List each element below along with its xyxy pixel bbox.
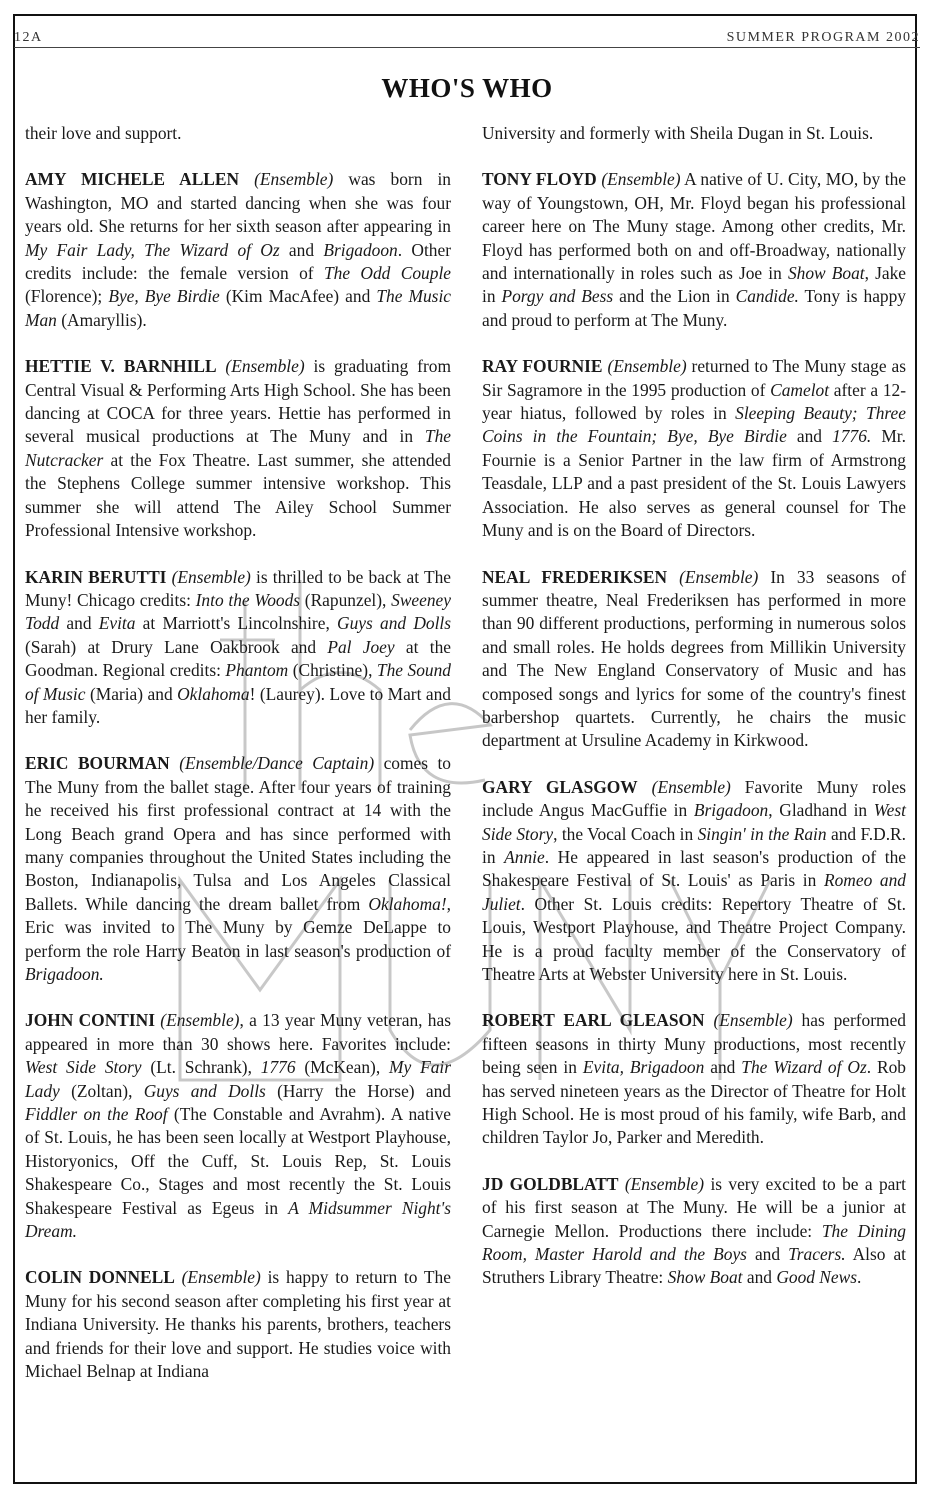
- production-title: Fiddler on the Roof: [25, 1104, 168, 1125]
- production-title: Annie: [504, 846, 545, 867]
- bio-text: , Jake in: [482, 263, 906, 307]
- bio-entry: [482, 168, 906, 332]
- bio-text: . Other St. Louis credits: Repertory Theatre of St. Louis, Westport Playhouse, and Theatre Project Company. He is a proud faculty member of the Conservatory of Theatre Arts at Webster University here in St. Louis.: [482, 893, 906, 984]
- bio-text: and the Lion in: [613, 286, 736, 307]
- bio-text: is graduating from Central Visual & Performing Arts High School. She has been dancing at COCA for three years. Hettie has performed in several musical productions at The Muny and in: [25, 356, 451, 447]
- bio-role: (Ensemble): [607, 356, 687, 377]
- bio-text: . Rob has served nineteen years as the Director of Theatre for Holt High School. He is most proud of his family, wife Barb, and children Taylor Jo, Parker and Meredith.: [482, 1057, 907, 1148]
- production-title: Guys and Dolls: [337, 613, 452, 634]
- bio-text: Also at Struthers Library Theatre:: [482, 1244, 907, 1288]
- production-title: The Sound of Music: [25, 660, 451, 704]
- production-title: Sweeney Todd: [25, 589, 451, 634]
- bio-text: (The Constable and Avrahm). A native of St. Louis, he has been seen locally at Westport Playhouse, Historyonics, Off the Cuff, St. Louis Rep, St. Louis Shakespeare Co., Stages and most recently the St. Louis Shakespeare Festival as Egeus in: [25, 1104, 451, 1218]
- bio-text: (Amaryllis).: [56, 309, 147, 330]
- bio-text: and: [59, 613, 99, 634]
- bio-text: , Gladhand in: [768, 800, 874, 821]
- bio-name: AMY MICHELE ALLEN: [25, 169, 240, 190]
- right-bio-list: [482, 168, 906, 1289]
- bio-role: (Ensemble): [679, 566, 759, 587]
- production-title: 1776: [260, 1057, 296, 1078]
- bio-text: and: [746, 1244, 789, 1265]
- production-title: Oklahoma!: [368, 893, 447, 914]
- bio-text: (Sarah) at Drury Lane Oakbrook and: [25, 636, 328, 657]
- production-title: Candide.: [735, 286, 799, 307]
- left-column: [25, 122, 451, 1407]
- bio-text: at the Goodman. Regional credits:: [25, 636, 451, 681]
- bio-entry: [482, 1173, 906, 1290]
- bio-text: (McKean),: [295, 1057, 390, 1078]
- program-title: SUMMER PROGRAM 2002: [726, 30, 920, 45]
- bio-text: In 33 seasons of summer theatre, Neal Frederiksen has performed in more than 90 different productions, performing in numerous solos and small roles. He holds degrees from Millikin University and The New England Conservatory of Music and has composed songs and lyrics for some of the country's finest barbershop quartets. Currently, he chairs the music department at Ursuline Academy in Kirkwood.: [482, 566, 906, 751]
- production-title: Singin' in the Rain: [697, 823, 827, 844]
- bio-text: is thrilled to be back at The Muny! Chicago credits:: [25, 566, 451, 610]
- bio-role: (Ensemble): [713, 1010, 793, 1031]
- production-title: Brigadoon: [693, 800, 769, 821]
- bio-text: after a 12-year hiatus, followed by roles in: [482, 379, 907, 424]
- bio-entry: [482, 1009, 906, 1149]
- bio-text: . Other credits include: the female version of: [25, 239, 451, 284]
- bio-entry: [482, 566, 906, 753]
- bio-text: (Christine),: [288, 660, 377, 681]
- bio-text: and: [279, 239, 324, 260]
- production-title: The Nutcracker: [25, 426, 451, 470]
- production-title: My Fair Lady, The Wizard of Oz: [25, 239, 280, 260]
- bio-text: (Maria) and: [85, 683, 178, 704]
- bio-role: (Ensemble): [651, 776, 731, 797]
- bio-text: and: [742, 1267, 777, 1288]
- production-title: Romeo and Juliet: [482, 870, 907, 914]
- bio-entry: [482, 355, 906, 542]
- production-title: Brigadoon: [323, 239, 398, 260]
- bio-entry: [25, 1009, 451, 1243]
- production-title: Evita: [98, 613, 136, 634]
- bio-text: and: [786, 426, 833, 447]
- production-title: Evita, Brigadoon: [582, 1057, 705, 1078]
- right-continuation: University and formerly with Sheila Dugan in St. Louis.: [482, 123, 874, 143]
- bio-text: (Kim MacAfee) and: [219, 286, 377, 307]
- bio-role: (Ensemble): [225, 356, 305, 377]
- production-title: Camelot: [770, 379, 830, 400]
- bio-name: GARY GLASGOW: [482, 776, 638, 797]
- bio-text: (Rapunzel),: [300, 589, 392, 610]
- bio-name: JD GOLDBLATT: [482, 1173, 619, 1194]
- production-title: The Music Man: [25, 286, 451, 330]
- bio-text: and: [704, 1057, 742, 1078]
- bio-role: (Ensemble): [171, 566, 251, 587]
- left-continuation: their love and support.: [25, 123, 182, 143]
- bio-entry: [25, 1266, 451, 1383]
- production-title: Good News: [776, 1267, 857, 1288]
- production-title: Pal Joey: [327, 636, 395, 657]
- production-title: The Dining Room, Master Harold and the Boys: [482, 1220, 906, 1265]
- bio-entry: [25, 566, 451, 730]
- bio-name: RAY FOURNIE: [482, 356, 603, 377]
- page-title: WHO'S WHO: [381, 73, 553, 103]
- page-number: 12A: [14, 30, 43, 45]
- production-title: Into the Woods: [195, 589, 301, 610]
- production-title: Guys and Dolls: [143, 1080, 266, 1101]
- bio-entry: [25, 752, 451, 986]
- bio-text: at the Fox Theatre. Last summer, she attended the Stephens College summer intensive workshop. This summer she will attend The Ailey School Summer Professional Intensive workshop.: [25, 449, 451, 541]
- bio-role: (Ensemble): [254, 169, 334, 190]
- left-bio-list: [25, 168, 451, 1383]
- bio-name: TONY FLOYD: [482, 169, 597, 190]
- bio-name: KARIN BERUTTI: [25, 566, 167, 587]
- production-title: Tracers.: [788, 1244, 846, 1265]
- production-title: Sleeping Beauty; Three Coins in the Fountain; Bye, Bye Birdie: [482, 403, 906, 447]
- production-title: West Side Story: [25, 1057, 142, 1078]
- bio-text: (Lt. Schrank),: [141, 1057, 261, 1078]
- bio-name: HETTIE V. BARNHILL: [25, 356, 217, 377]
- bio-text: , the Vocal Coach in: [553, 823, 698, 844]
- bio-role: (Ensemble): [160, 1010, 240, 1031]
- header-rule: [14, 47, 920, 48]
- bio-name: ROBERT EARL GLEASON: [482, 1010, 705, 1031]
- right-column: [482, 122, 906, 1313]
- bio-text: comes to The Muny from the ballet stage. After four years of training he received his first professional contract at 14 with the Long Beach grand Opera and has since performed with many companies throughout the United States including the Boston, Indianapolis, Tulsa and Los Angeles Classical Ballets. While dancing the dream ballet from: [25, 753, 451, 914]
- bio-text: is very excited to be a part of his first season at The Muny. He will be a junior at Carnegie Mellon. Productions there include:: [482, 1173, 907, 1241]
- production-title: Bye, Bye Birdie: [108, 286, 220, 307]
- bio-text: Tony is happy and proud to perform at The Muny.: [482, 286, 906, 330]
- bio-entry: [25, 355, 451, 542]
- bio-text: . He appeared in last season's production of the Shakespeare Festival of St. Louis' as Paris in: [482, 846, 906, 891]
- bio-entry: [25, 168, 451, 332]
- bio-text: was born in Washington, MO and started dancing when she was four years old. She returns for her sixth season after appearing in: [25, 169, 451, 237]
- bio-text: (Zoltan),: [59, 1080, 144, 1101]
- bio-role: (Ensemble): [601, 169, 681, 190]
- production-title: The Odd Couple: [323, 263, 452, 284]
- bio-text: returned to The Muny stage as Sir Sagramore in the 1995 production of: [482, 356, 906, 400]
- bio-name: COLIN DONNELL: [25, 1267, 175, 1288]
- production-title: A Midsummer Night's Dream.: [25, 1197, 451, 1242]
- bio-text: , a 13 year Muny veteran, has appeared in more than 30 shows here. Favorites include:: [25, 1010, 451, 1054]
- bio-entry: [482, 776, 906, 987]
- production-title: Show Boat: [787, 263, 865, 284]
- bio-text: and F.D.R. in: [482, 823, 906, 867]
- bio-text: is happy to return to The Muny for his second season after completing his first year at Indiana University. He thanks his parents, brothers, teachers and friends for their love and support. He studies voice with Michael Belnap at Indiana: [25, 1267, 451, 1382]
- bio-name: ERIC BOURMAN: [25, 753, 170, 774]
- bio-text: (Harry the Horse) and: [265, 1080, 451, 1101]
- bio-text: at Marriott's Lincolnshire,: [135, 613, 338, 634]
- bio-role: (Ensemble): [181, 1267, 261, 1288]
- production-title: Oklahoma: [177, 683, 250, 704]
- bio-role: (Ensemble/Dance Captain): [179, 753, 375, 774]
- bio-text: .: [857, 1267, 862, 1288]
- production-title: The Wizard of Oz: [741, 1057, 867, 1078]
- production-title: My Fair Lady: [25, 1057, 451, 1101]
- production-title: West Side Story: [482, 800, 907, 844]
- bio-role: (Ensemble): [624, 1173, 705, 1194]
- production-title: Porgy and Bess: [501, 286, 614, 307]
- production-title: Phantom: [225, 660, 289, 681]
- bio-text: (Florence);: [25, 286, 109, 307]
- bio-name: NEAL FREDERIKSEN: [482, 566, 668, 587]
- bio-text: Favorite Muny roles include Angus MacGuffie in: [482, 776, 906, 821]
- bio-text: has performed fifteen seasons in thirty Muny productions, most recently being seen in: [482, 1010, 906, 1078]
- bio-text: ! (Laurey). Love to Mart and her family.: [25, 683, 452, 727]
- bio-name: JOHN CONTINI: [25, 1010, 155, 1031]
- bio-text: , Eric was invited to The Muny by Gemze DeLappe to perform the role Harry Beaton in last season's production of: [25, 893, 451, 961]
- bio-text: A native of U. City, MO, by the way of Youngstown, OH, Mr. Floyd began his professional career here on The Muny stage. Among other credits, Mr. Floyd has performed both on and off-Broadway, nationally and internationally in roles such as Joe in: [482, 169, 906, 284]
- production-title: 1776.: [832, 426, 872, 447]
- bio-text: Mr. Fournie is a Senior Partner in the law firm of Armstrong Teasdale, LLP and a past president of the St. Louis Lawyers Association. He also serves as general counsel for The Muny and is on the Board of Directors.: [482, 426, 906, 541]
- production-title: Brigadoon.: [25, 964, 104, 984]
- production-title: Show Boat: [667, 1267, 743, 1288]
- page-header: [14, 20, 920, 46]
